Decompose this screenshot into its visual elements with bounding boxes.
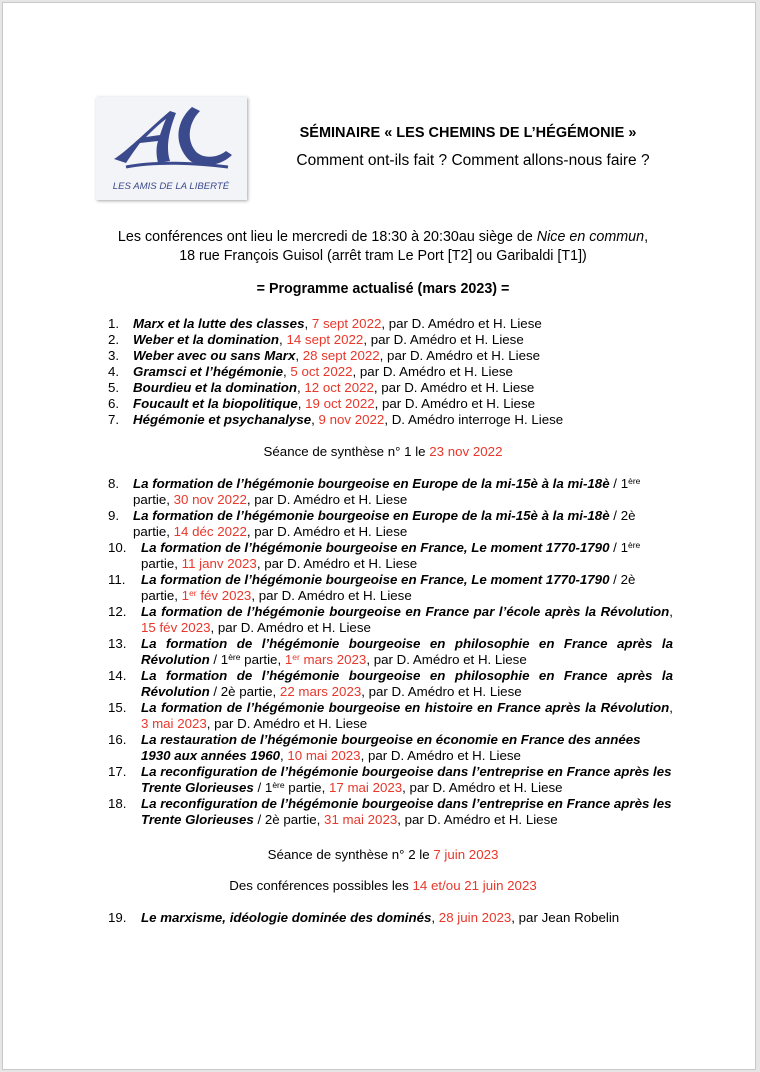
programme-list-part-2 [108, 476, 673, 828]
intro-line-1: Les conférences ont lieu le mercredi de 18:30 à 20:30au siège de Nice en commun, [117, 229, 649, 245]
list-item: 11. La formation de l’hégémonie bourgeoise en France, Le moment 1770-1790 / 2è partie, 1er fév 2023, par D. Amédro et H. Liese [108, 572, 636, 603]
list-item: 12. La formation de l’hégémonie bourgeoise en France par l’école après la Révolution, 15 fév 2023, par D. Amédro et H. Liese [108, 604, 673, 635]
synthesis-session-2: Séance de synthèse n° 2 le 7 juin 2023 [267, 847, 499, 862]
logo [96, 97, 247, 200]
list-item: 15. La formation de l’hégémonie bourgeoise en histoire en France après la Révolution, 3 mai 2023, par D. Amédro et H. Liese [108, 700, 673, 731]
list-item: 16. La restauration de l’hégémonie bourgeoise en économie en France des années 1930 aux années 1960, 10 mai 2023, par D. Amédro et H. Liese [108, 732, 641, 763]
list-item: 3. Weber avec ou sans Marx, 28 sept 2022, par D. Amédro et H. Liese [108, 348, 541, 363]
possible-conferences: Des conférences possibles les 14 et/ou 21 juin 2023 [229, 878, 537, 893]
list-item: 19. Le marxisme, idéologie dominée des dominés, 28 juin 2023, par Jean Robelin [108, 910, 620, 925]
list-item: 14. La formation de l’hégémonie bourgeoise en philosophie en France après la Révolution / 2è partie, 22 mars 2023, par D. Amédro et H. Liese [108, 668, 673, 699]
programme-title: = Programme actualisé (mars 2023) = [256, 281, 510, 297]
logo-caption: LES AMIS DE LA LIBERTÉ [112, 181, 230, 192]
venue-name: Nice en commun [536, 229, 645, 245]
list-item: 6. Foucault et la biopolitique, 19 oct 2022, par D. Amédro et H. Liese [108, 396, 535, 411]
logo-mark [96, 97, 247, 200]
list-item: 9. La formation de l’hégémonie bourgeoise en Europe de la mi-15è à la mi-18è / 2è partie, 14 déc 2022, par D. Amédro et H. Liese [108, 508, 636, 539]
list-item: 13. La formation de l’hégémonie bourgeoise en philosophie en France après la Révolution / 1ère partie, 1er mars 2023, par D. Amédro et H. Liese [108, 636, 673, 667]
list-item: 10. La formation de l’hégémonie bourgeoise en France, Le moment 1770-1790 / 1ère partie, 11 janv 2023, par D. Amédro et H. Liese [108, 540, 641, 571]
list-item: 2. Weber et la domination, 14 sept 2022, par D. Amédro et H. Liese [108, 332, 524, 347]
seminar-subtitle: Comment ont-ils fait ? Comment allons-nous faire ? [296, 152, 650, 169]
list-item: 1. Marx et la lutte des classes, 7 sept 2022, par D. Amédro et H. Liese [108, 316, 542, 331]
list-item: 7. Hégémonie et psychanalyse, 9 nov 2022, D. Amédro interroge H. Liese [108, 412, 564, 427]
list-item: 5. Bourdieu et la domination, 12 oct 2022, par D. Amédro et H. Liese [108, 380, 535, 395]
list-item: 17. La reconfiguration de l’hégémonie bourgeoise dans l’entreprise en France après les Trente Glorieuses / 1ère partie, 17 mai 2023, par D. Amédro et H. Liese [108, 764, 672, 795]
list-item: 4. Gramsci et l’hégémonie, 5 oct 2022, par D. Amédro et H. Liese [108, 364, 513, 379]
programme-list-part-3 [108, 910, 673, 926]
synthesis-session-1: Séance de synthèse n° 1 le 23 nov 2022 [263, 444, 503, 459]
list-item: 18. La reconfiguration de l’hégémonie bourgeoise dans l’entreprise en France après les Trente Glorieuses / 2è partie, 31 mai 2023, par D. Amédro et H. Liese [108, 796, 672, 827]
document-page [2, 2, 756, 1070]
seminar-title: SÉMINAIRE « LES CHEMINS DE L’HÉGÉMONIE » [299, 125, 637, 141]
intro-paragraph [83, 228, 683, 266]
intro-line-2: 18 rue François Guisol (arrêt tram Le Port [T2] ou Garibaldi [T1]) [179, 248, 587, 264]
programme-list-part-1 [108, 316, 673, 428]
list-item: 8. La formation de l’hégémonie bourgeoise en Europe de la mi-15è à la mi-18è / 1ère partie, 30 nov 2022, par D. Amédro et H. Liese [108, 476, 641, 507]
